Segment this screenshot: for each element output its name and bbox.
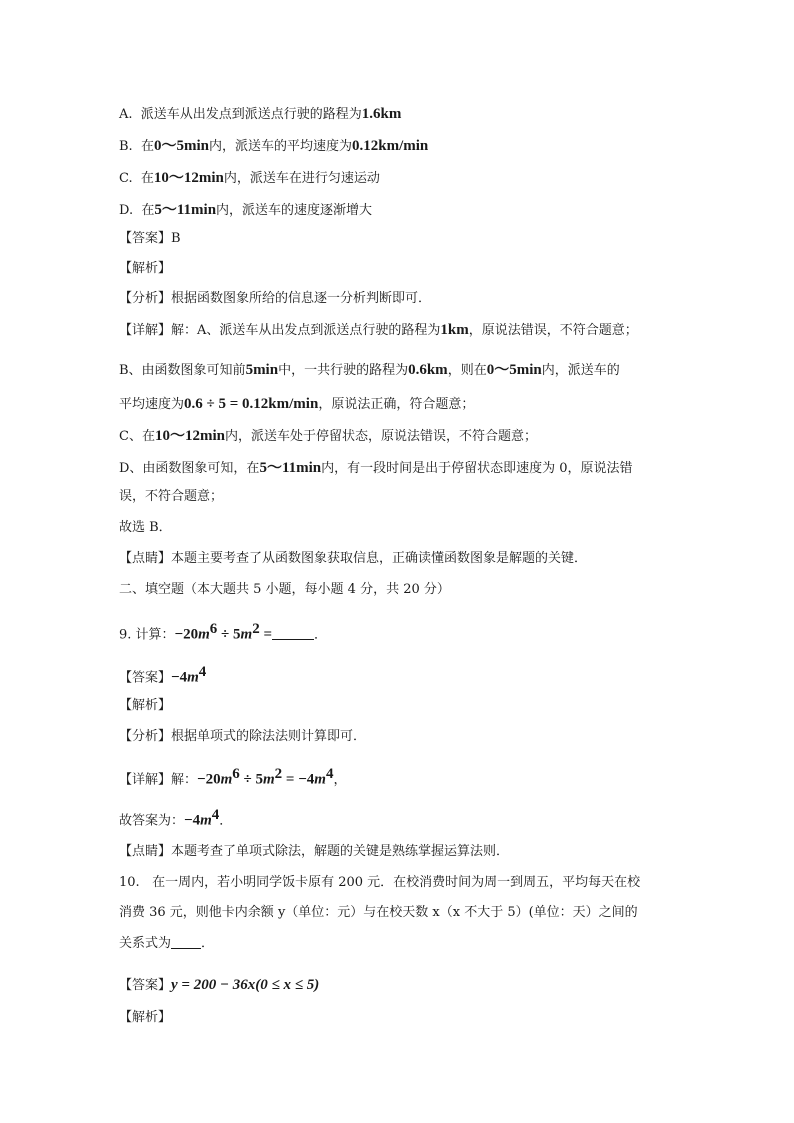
q8-detail-d-post: 内，有一段时间是出于停留状态即速度为 0，原说法错	[321, 461, 633, 476]
option-b-text-2: 内，派送车的平均速度为	[208, 139, 352, 154]
q9-conclusion-label: 故答案为：	[119, 813, 185, 829]
q9-conclusion	[119, 805, 232, 831]
q8-detail-b-text: B、由函数图象可知前	[119, 363, 246, 378]
option-a	[119, 104, 401, 125]
q8-dianjing: 【点睛】本题主要考查了从函数图象获取信息，正确读懂函数图象是解题的关键．	[119, 551, 588, 566]
q10-line-3-text: 关系式为	[119, 936, 172, 951]
q10-line-1: 10. 在一周内，若小明同学饭卡原有 200 元．在校消费时间为周一到周五，平均每天在校	[119, 875, 641, 890]
q8-answer: 【答案】B	[119, 231, 181, 246]
option-d-text: D. 在	[119, 203, 155, 218]
q10-answer-label: 【答案】	[119, 978, 172, 993]
q8-detail-d	[119, 458, 633, 479]
q9-detail-var-1: m	[220, 771, 233, 788]
q9-detail-post: ，	[333, 772, 347, 788]
q8-detail-a-text: 【详解】解：A、派送车从出发点到派送点行驶的路程为	[119, 323, 441, 338]
q8-detail-b2	[119, 394, 474, 415]
q8-detail-a	[119, 320, 638, 341]
q9-question-post: ．	[314, 627, 328, 643]
q9-expr-a: −20	[174, 626, 199, 643]
q9-var-1: m	[198, 626, 210, 643]
q8-fenxi: 【分析】根据函数图象所给的信息逐一分析判断即可．	[119, 291, 432, 306]
q9-question-label: 9. 计算：	[119, 627, 175, 643]
q9-detail-exp-3: 4	[325, 766, 334, 782]
option-c	[119, 168, 380, 189]
q10-line-3-post: ．	[201, 936, 215, 951]
q9-conclusion-var: m	[200, 812, 212, 829]
option-b-math-1: 0～5min	[153, 138, 209, 154]
q8-detail-d-math: 5～11min	[259, 460, 322, 476]
q9-answer-var: m	[187, 669, 199, 686]
q8-detail-b2-post: ，原说法正确，符合题意；	[318, 397, 475, 412]
q8-detail-a-post: ，原说法错误，不符合题意；	[468, 323, 638, 338]
q9-detail-label: 【详解】解：	[119, 772, 198, 788]
option-a-math: 1.6km	[361, 106, 402, 122]
q9-answer-label: 【答案】	[119, 670, 172, 686]
section-heading: 二、填空题（本大题共 5 小题，每小题 4 分，共 20 分）	[119, 582, 450, 597]
q10-answer-expr: y = 200 − 36x(0 ≤ x ≤ 5)	[171, 977, 320, 993]
q9-exp-2: 2	[252, 621, 260, 637]
q8-detail-c-post: 内，派送车处于停留状态，原说法错误，不符合题意；	[224, 429, 537, 444]
q10-answer-blank	[171, 935, 201, 949]
q8-jiexi: 【解析】	[119, 261, 172, 276]
q9-question	[119, 619, 327, 645]
option-b-math-2: 0.12km/min	[351, 138, 429, 154]
q10-line-3	[119, 934, 214, 954]
q9-expr-b: ÷ 5	[217, 626, 241, 643]
option-d	[119, 200, 372, 221]
q8-choose: 故选 B．	[119, 520, 172, 535]
q9-answer-exp: 4	[198, 664, 207, 680]
q9-var-2: m	[240, 626, 253, 643]
q9-detail-a: −20	[197, 771, 221, 788]
q8-detail-c-text: C、在	[119, 429, 155, 444]
q9-answer-a: −4	[171, 669, 188, 686]
option-c-text: C. 在	[119, 171, 154, 186]
q9-dianjing: 【点睛】本题考查了单项式除法，解题的关键是熟练掌握运算法则．	[119, 844, 510, 859]
option-b-text: B. 在	[119, 139, 154, 154]
q9-detail-b: ÷ 5	[239, 771, 263, 788]
q8-detail-b2-math: 0.6 ÷ 5 = 0.12km/min	[184, 396, 319, 412]
q8-detail-b	[119, 360, 620, 381]
q9-detail-exp-2: 2	[274, 766, 283, 782]
q9-eq: =	[259, 626, 272, 643]
q9-fenxi: 【分析】根据单项式的除法法则计算即可．	[119, 729, 367, 744]
q8-detail-b-mid-2: ，则在	[447, 363, 487, 378]
option-c-text-2: 内，派送车在进行匀速运动	[223, 171, 380, 186]
q9-detail-var-3: m	[314, 771, 326, 788]
q9-exp-1: 6	[209, 621, 218, 637]
option-a-text: A. 派送车从出发点到派送点行驶的路程为	[119, 107, 362, 122]
q9-detail	[119, 764, 346, 790]
option-b	[119, 136, 428, 157]
q9-answer	[119, 662, 206, 688]
q8-detail-c	[119, 426, 537, 447]
q8-detail-d-text: D、由函数图象可知，在	[119, 461, 260, 476]
q8-detail-b-math-1: 5min	[245, 362, 279, 378]
q8-detail-b2-text: 平均速度为	[119, 397, 185, 412]
q9-jiexi: 【解析】	[119, 698, 172, 713]
option-d-math: 5～11min	[154, 202, 217, 218]
q9-conclusion-post: ．	[219, 813, 233, 829]
q9-detail-var-2: m	[262, 771, 275, 788]
q10-answer	[119, 975, 319, 996]
q8-detail-b-math-3: 0～5min	[486, 362, 542, 378]
q9-conclusion-exp: 4	[211, 807, 220, 823]
q9-conclusion-a: −4	[184, 812, 201, 829]
q8-detail-b-mid: 中，一共行驶的路程为	[278, 363, 409, 378]
q8-detail-a-math: 1km	[440, 322, 469, 338]
option-d-text-2: 内，派送车的速度逐渐增大	[216, 203, 373, 218]
q8-detail-c-math: 10～12min	[154, 428, 225, 444]
q9-detail-c: = −4	[282, 771, 315, 788]
option-c-math: 10～12min	[153, 170, 224, 186]
q9-answer-blank	[272, 626, 314, 640]
q8-detail-b-math-2: 0.6km	[408, 362, 448, 378]
q10-jiexi: 【解析】	[119, 1010, 172, 1025]
q8-detail-b-post: 内，派送车的	[541, 363, 620, 378]
q8-detail-d2: 误，不符合题意；	[119, 489, 224, 504]
q9-detail-exp-1: 6	[232, 766, 240, 782]
q10-line-2: 消费 36 元，则他卡内余额 y（单位：元）与在校天数 x（x 不大于 5）(单位：天）之间的	[119, 905, 638, 920]
